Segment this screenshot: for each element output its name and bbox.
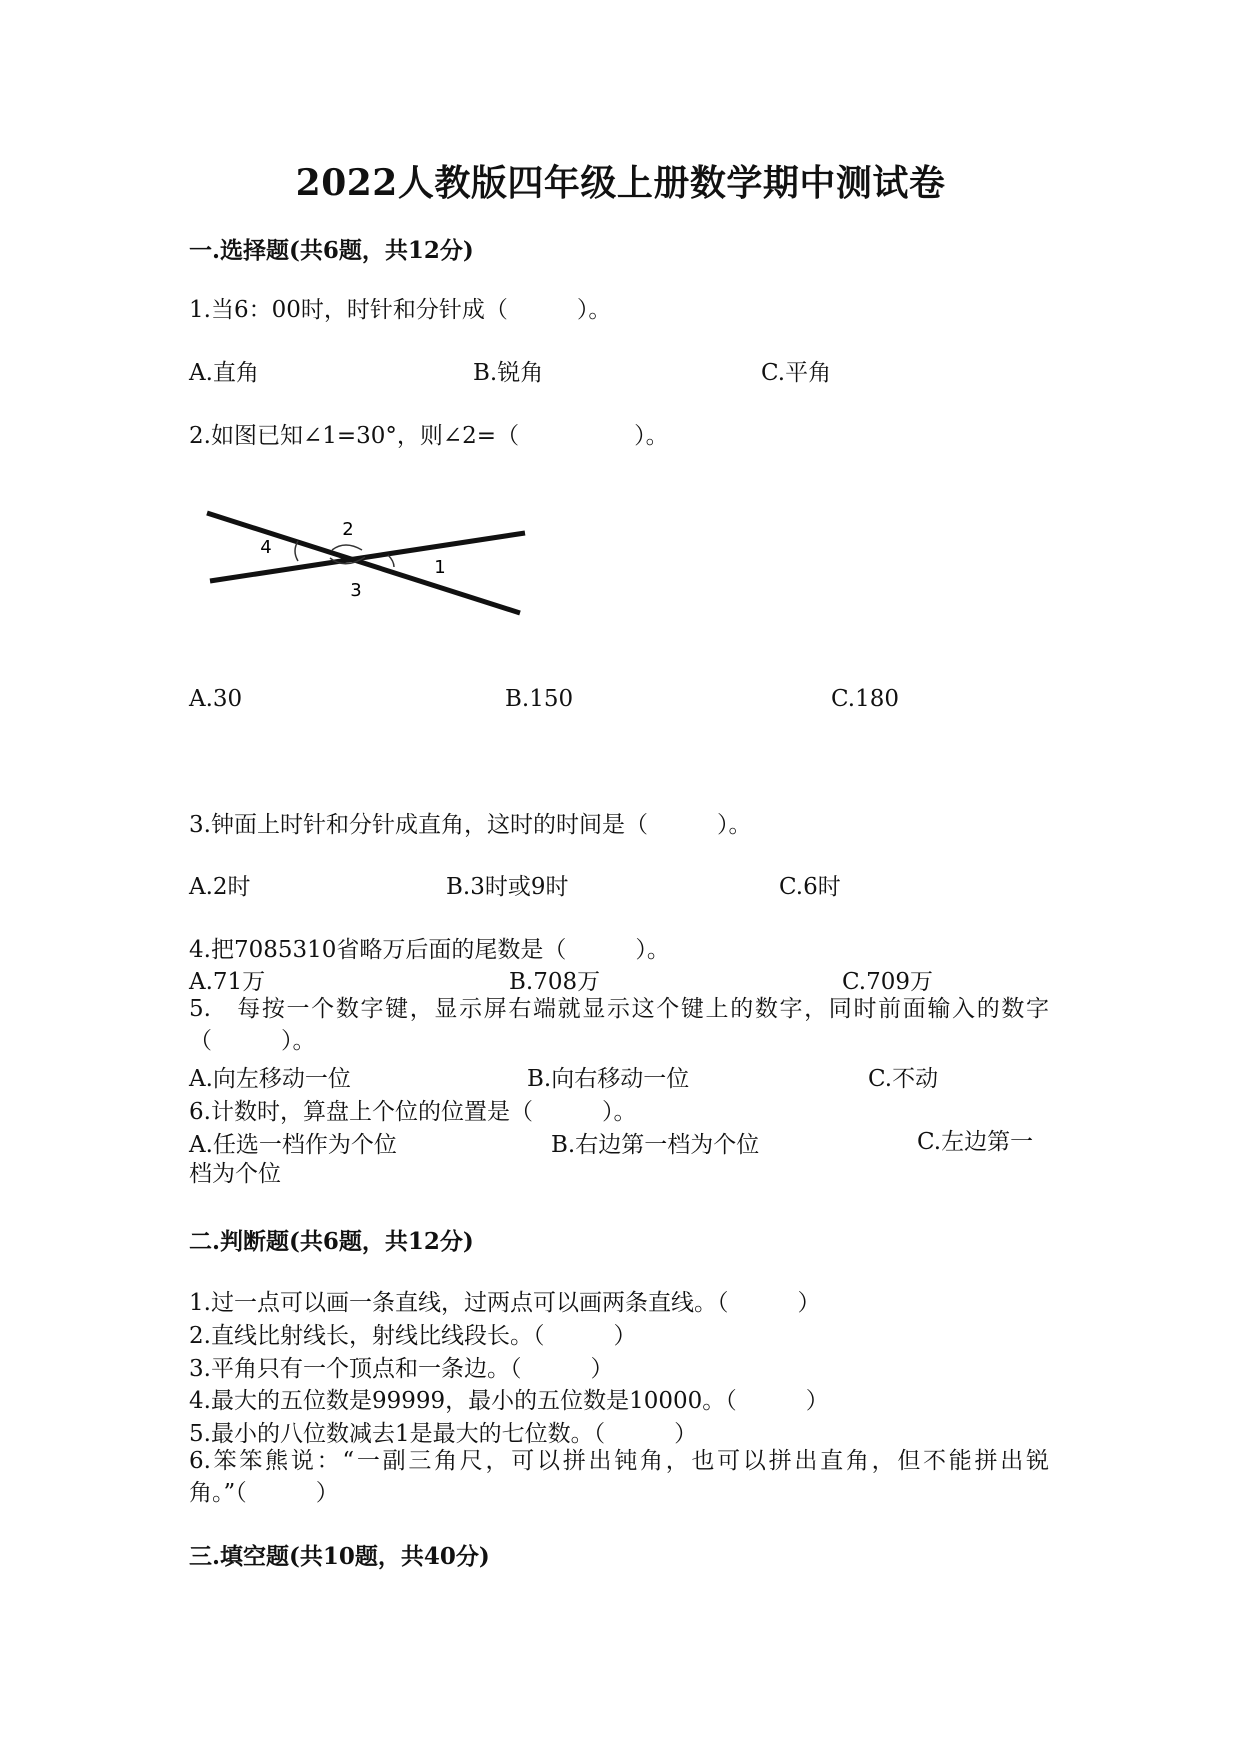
q6-option-a: A.任选一档作为个位 — [189, 1132, 397, 1158]
page-title: 2022人教版四年级上册数学期中测试卷 — [295, 162, 946, 204]
question-4: 4.把7085310省略万后面的尾数是（ ）。 — [189, 937, 670, 963]
q3-option-c: C.6时 — [779, 874, 841, 900]
intersecting-lines-diagram — [200, 495, 530, 620]
judgement-item-1: 1.过一点可以画一条直线，过两点可以画两条直线。（ ） — [189, 1290, 821, 1316]
q4-option-c: C.709万 — [842, 969, 933, 995]
section-heading-fill-in: 三.填空题(共10题，共40分) — [189, 1543, 490, 1570]
judgement-item-5: 5.最小的八位数减去1是最大的七位数。（ ） — [189, 1421, 698, 1447]
q5-option-c: C.不动 — [868, 1066, 939, 1092]
question-5: 5. 每按一个数字键，显示屏右端就显示这个键上的数字，同时前面输入的数字（ ）。 — [189, 996, 1049, 1054]
question-2: 2.如图已知∠1=30°，则∠2=（ ）。 — [189, 423, 669, 449]
judgement-item-3: 3.平角只有一个顶点和一条边。（ ） — [189, 1356, 614, 1382]
q2-option-a: A.30 — [189, 686, 243, 712]
judgement-item-4: 4.最大的五位数是99999，最小的五位数是10000。（ ） — [189, 1388, 829, 1414]
q1-option-b: B.锐角 — [473, 360, 544, 386]
q3-option-a: A.2时 — [189, 874, 251, 900]
section-heading-judgement: 二.判断题(共6题，共12分) — [189, 1228, 474, 1255]
section-heading-choice: 一.选择题(共6题，共12分) — [189, 237, 474, 264]
angle-arc-1 — [388, 555, 394, 567]
angle-arc-2 — [332, 545, 362, 550]
q5-option-b: B.向右移动一位 — [527, 1066, 690, 1092]
judgement-item-6: 6.笨笨熊说：“一副三角尺，可以拼出钝角，也可以拼出直角，但不能拼出锐角。”（ ） — [189, 1448, 1049, 1506]
q2-option-b: B.150 — [505, 686, 574, 712]
q2-option-c: C.180 — [831, 686, 899, 712]
judgement-item-2: 2.直线比射线长，射线比线段长。（ ） — [189, 1323, 637, 1349]
q4-option-a: A.71万 — [189, 969, 266, 995]
diagram-line-ascending — [210, 533, 525, 581]
q3-option-b: B.3时或9时 — [446, 874, 569, 900]
question-1: 1.当6：00时，时针和分针成（ ）。 — [189, 297, 612, 323]
angle-label-4: 4 — [260, 537, 272, 558]
question-3: 3.钟面上时针和分针成直角，这时的时间是（ ）。 — [189, 812, 752, 838]
q6-option-c: C.左边第一档为个位 — [189, 1129, 1034, 1187]
question-6: 6.计数时，算盘上个位的位置是（ ）。 — [189, 1099, 637, 1125]
angle-label-1: 1 — [434, 557, 446, 578]
angle-label-2: 2 — [342, 519, 354, 540]
q1-option-a: A.直角 — [189, 360, 259, 386]
q4-option-b: B.708万 — [509, 969, 601, 995]
angle-label-3: 3 — [350, 580, 362, 601]
diagram-line-descending — [207, 513, 520, 613]
q6-option-b: B.右边第一档为个位 — [551, 1132, 760, 1158]
q5-option-a: A.向左移动一位 — [189, 1066, 351, 1092]
q1-option-c: C.平角 — [761, 360, 832, 386]
